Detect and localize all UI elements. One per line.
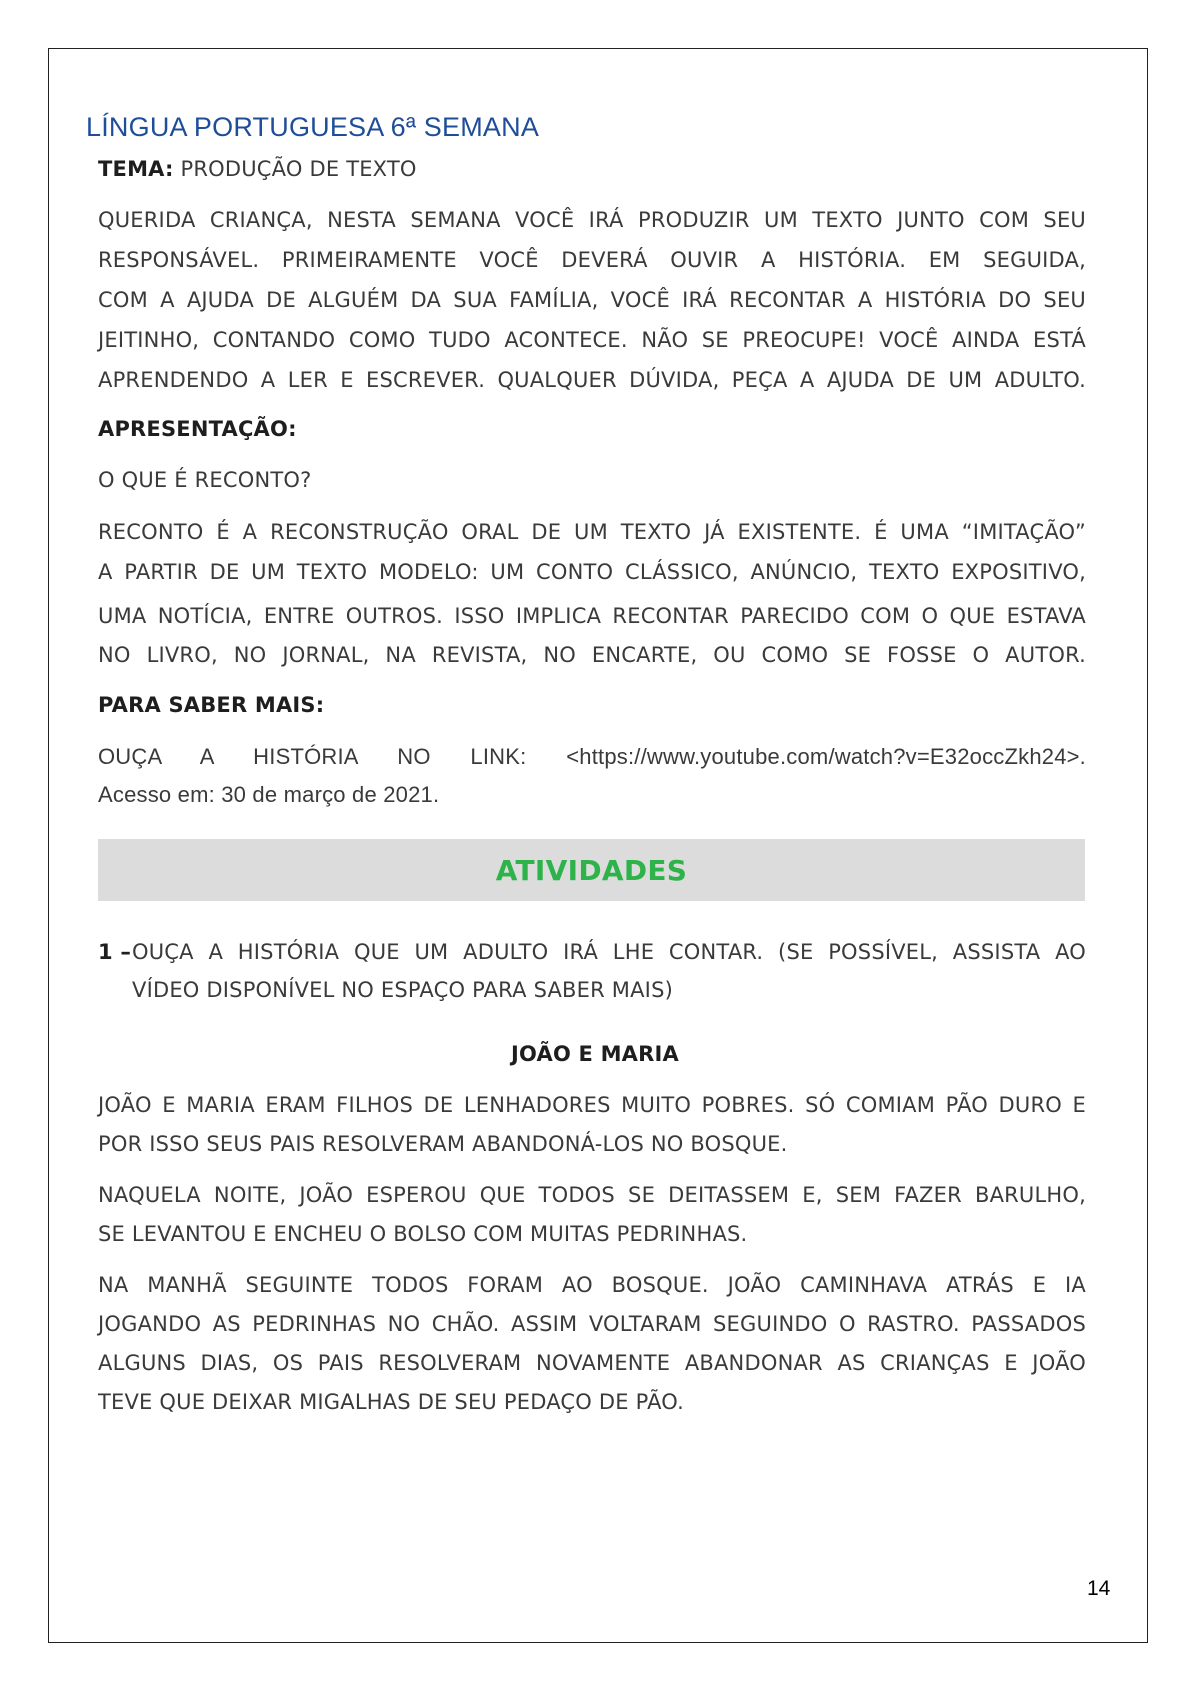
apresentacao-line: UMA NOTÍCIA, ENTRE OUTROS. ISSO IMPLICA RECONTAR PARECIDO COM O QUE ESTAVA <box>98 604 1086 628</box>
intro-line: COM A AJUDA DE ALGUÉM DA SUA FAMÍLIA, VOCÊ IRÁ RECONTAR A HISTÓRIA DO SEU <box>98 288 1086 312</box>
atividades-banner <box>98 839 1085 901</box>
story-line: NA MANHÃ SEGUINTE TODOS FORAM AO BOSQUE. JOÃO CAMINHAVA ATRÁS E IA <box>98 1273 1086 1297</box>
saber-mais-heading: PARA SABER MAIS: <box>98 693 325 717</box>
link-line[interactable]: OUÇA A HISTÓRIA NO LINK: <https://www.youtube.com/watch?v=E32occZkh24>. <box>98 744 1086 769</box>
story-line: ALGUNS DIAS, OS PAIS RESOLVERAM NOVAMENTE ABANDONAR AS CRIANÇAS E JOÃO <box>98 1351 1086 1375</box>
tema-label: TEMA: <box>98 157 174 181</box>
apresentacao-line: NO LIVRO, NO JORNAL, NA REVISTA, NO ENCARTE, OU COMO SE FOSSE O AUTOR. <box>98 643 1086 667</box>
story-title: JOÃO E MARIA <box>511 1042 679 1066</box>
intro-line: RESPONSÁVEL. PRIMEIRAMENTE VOCÊ DEVERÁ OUVIR A HISTÓRIA. EM SEGUIDA, <box>98 248 1086 272</box>
atividades-title: ATIVIDADES <box>495 853 688 887</box>
page-title: LÍNGUA PORTUGUESA 6ª SEMANA <box>86 112 540 142</box>
story-line: POR ISSO SEUS PAIS RESOLVERAM ABANDONÁ-LOS NO BOSQUE. <box>98 1132 788 1156</box>
story-line: SE LEVANTOU E ENCHEU O BOLSO COM MUITAS PEDRINHAS. <box>98 1222 748 1246</box>
intro-line: QUERIDA CRIANÇA, NESTA SEMANA VOCÊ IRÁ PRODUZIR UM TEXTO JUNTO COM SEU <box>98 208 1086 232</box>
intro-line: JEITINHO, CONTANDO COMO TUDO ACONTECE. NÃO SE PREOCUPE! VOCÊ AINDA ESTÁ <box>98 328 1086 352</box>
apresentacao-question: O QUE É RECONTO? <box>98 468 312 492</box>
access-date: Acesso em: 30 de março de 2021. <box>98 782 440 807</box>
story-line: JOGANDO AS PEDRINHAS NO CHÃO. ASSIM VOLTARAM SEGUINDO O RASTRO. PASSADOS <box>98 1312 1086 1336</box>
apresentacao-line: A PARTIR DE UM TEXTO MODELO: UM CONTO CLÁSSICO, ANÚNCIO, TEXTO EXPOSITIVO, <box>98 560 1086 584</box>
activity-line: VÍDEO DISPONÍVEL NO ESPAÇO PARA SABER MAIS) <box>132 978 673 1002</box>
intro-line: APRENDENDO A LER E ESCREVER. QUALQUER DÚVIDA, PEÇA A AJUDA DE UM ADULTO. <box>98 368 1086 392</box>
story-line: JOÃO E MARIA ERAM FILHOS DE LENHADORES MUITO POBRES. SÓ COMIAM PÃO DURO E <box>98 1093 1086 1117</box>
page-number: 14 <box>1087 1577 1111 1600</box>
activity-line: OUÇA A HISTÓRIA QUE UM ADULTO IRÁ LHE CONTAR. (SE POSSÍVEL, ASSISTA AO <box>132 940 1086 964</box>
activity-number: 1 – <box>98 940 132 964</box>
tema-line <box>98 157 417 181</box>
apresentacao-heading: APRESENTAÇÃO: <box>98 417 297 441</box>
tema-value: PRODUÇÃO DE TEXTO <box>173 157 417 181</box>
apresentacao-line: RECONTO É A RECONSTRUÇÃO ORAL DE UM TEXTO JÁ EXISTENTE. É UMA “IMITAÇÃO” <box>98 520 1086 544</box>
story-line: NAQUELA NOITE, JOÃO ESPEROU QUE TODOS SE DEITASSEM E, SEM FAZER BARULHO, <box>98 1183 1086 1207</box>
story-line: TEVE QUE DEIXAR MIGALHAS DE SEU PEDAÇO DE PÃO. <box>98 1390 685 1414</box>
